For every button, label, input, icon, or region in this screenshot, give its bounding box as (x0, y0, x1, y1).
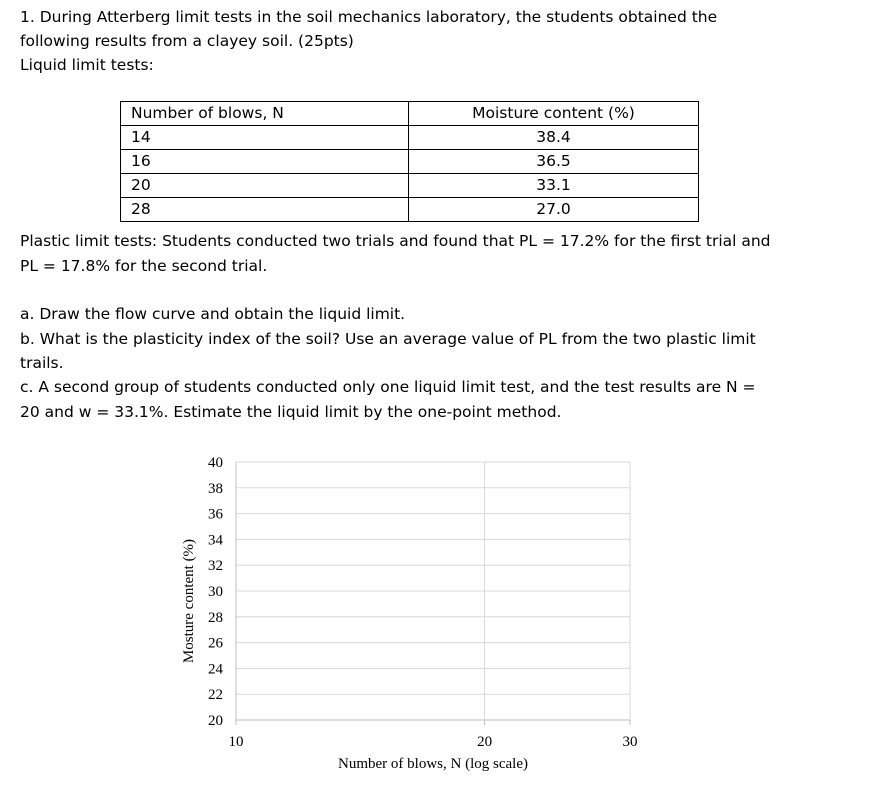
y-axis-title: Mosture content (%) (181, 538, 197, 664)
part-b-line-2: trails. (20, 354, 64, 372)
question-line-1: 1. During Atterberg limit tests in the soil mechanics laboratory, the students obtained the (20, 8, 718, 26)
x-tick-label: 10 (228, 734, 244, 750)
x-tick-label: 30 (622, 734, 638, 750)
table-cell-blows: 16 (121, 150, 409, 174)
part-c-line-1: c. A second group of students conducted only one liquid limit test, and the test results are N = (20, 378, 756, 396)
plastic-limit-line-1: Plastic limit tests: Students conducted two trials and found that PL = 17.2% for the first trial and (20, 232, 771, 250)
y-tick-label: 40 (208, 455, 223, 471)
y-tick-label: 24 (208, 661, 223, 678)
x-tick-label: 20 (477, 734, 493, 750)
table-header-blows: Number of blows, N (121, 102, 409, 126)
table-cell-blows: 20 (121, 174, 409, 198)
y-tick-label: 32 (208, 558, 223, 575)
y-tick-label: 38 (208, 480, 223, 497)
y-tick-label: 20 (208, 713, 223, 729)
table-cell-moisture: 38.4 (409, 126, 699, 150)
plastic-limit-line-2: PL = 17.8% for the second trial. (20, 257, 268, 275)
question-line-2: following results from a clayey soil. (25pts) (20, 32, 354, 50)
y-tick-label: 36 (208, 506, 223, 523)
y-tick-label: 22 (208, 687, 223, 704)
y-tick-label: 30 (208, 584, 223, 600)
table-cell-blows: 14 (121, 126, 409, 150)
table-cell-moisture: 27.0 (409, 198, 699, 222)
y-tick-label: 28 (208, 609, 223, 626)
table-cell-moisture: 33.1 (409, 174, 699, 198)
x-axis-title: Number of blows, N (log scale) (338, 756, 528, 772)
part-c-line-2: 20 and w = 33.1%. Estimate the liquid limit by the one-point method. (20, 403, 562, 421)
table-header-moisture: Moisture content (%) (409, 102, 699, 126)
y-tick-label: 34 (208, 532, 223, 549)
table-cell-blows: 28 (121, 198, 409, 222)
part-a: a. Draw the flow curve and obtain the liquid limit. (20, 305, 406, 323)
question-line-3: Liquid limit tests: (20, 56, 154, 74)
table-cell-moisture: 36.5 (409, 150, 699, 174)
y-tick-label: 26 (208, 635, 223, 652)
part-b-line-1: b. What is the plasticity index of the soil? Use an average value of PL from the two plastic limit (20, 330, 756, 348)
